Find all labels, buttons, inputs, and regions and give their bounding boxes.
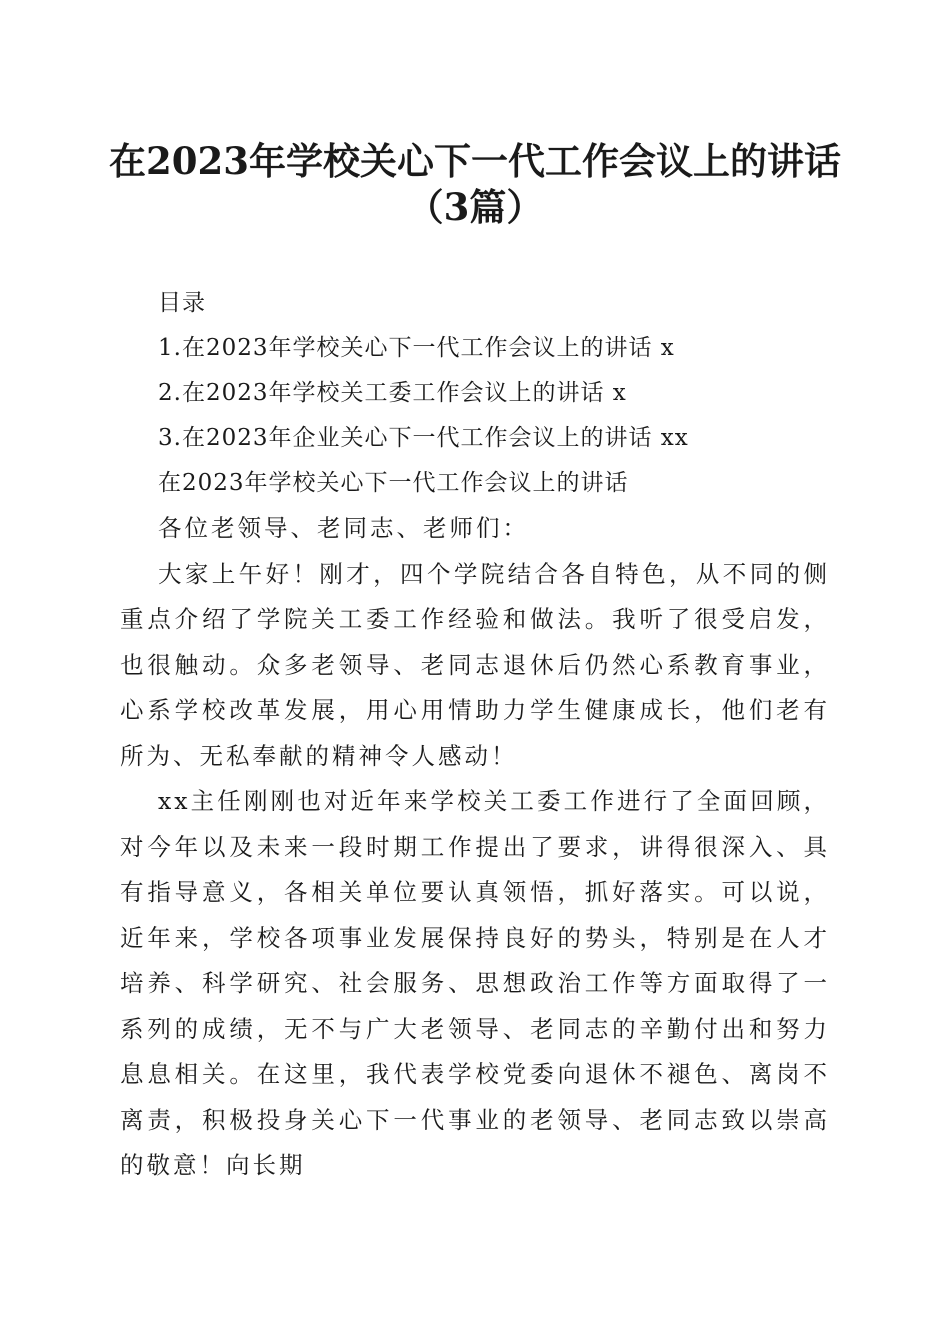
table-of-contents <box>158 281 838 506</box>
section-title: 在2023年学校关心下一代工作会议上的讲话 <box>158 470 629 496</box>
paragraph-1: 大家上午好！刚才，四个学院结合各自特色，从不同的侧重点介绍了学院关工委工作经验和做法。我听了很受启发，也很触动。众多老领导、老同志退休后仍然心系教育事业，心系学校改革发展，用心用情助力学生健康成长，他们老有所为、无私奉献的精神令人感动！ <box>120 559 830 770</box>
document-title-count: （3篇） <box>406 185 544 229</box>
toc-item-3: 3.在2023年企业关心下一代工作会议上的讲话 xx <box>158 425 689 451</box>
paragraph-2: xx主任刚刚也对近年来学校关工委工作进行了全面回顾，对今年以及未来一段时期工作提出了要求，讲得很深入、具有指导意义，各相关单位要认真领悟，抓好落实。可以说，近年来，学校各项事业发展保持良好的势头，特别是在人才培养、科学研究、社会服务、思想政治工作等方面取得了一系列的成绩，无不与广大老领导、老同志的辛勤付出和努力息息相关。在这里，我代表学校党委向退休不褪色、离岗不离责，积极投身关心下一代事业的老领导、老同志致以崇高的敬意！向长期 <box>120 787 830 1179</box>
toc-item-2: 2.在2023年学校关工委工作会议上的讲话 x <box>158 380 627 406</box>
document-title: 在2023年学校关心下一代工作会议上的讲话 <box>109 139 841 183</box>
toc-item-1: 1.在2023年学校关心下一代工作会议上的讲话 x <box>158 335 675 361</box>
salutation: 各位老领导、老同志、老师们： <box>158 514 529 542</box>
speech-body <box>120 506 830 1189</box>
toc-heading: 目录 <box>158 290 206 316</box>
